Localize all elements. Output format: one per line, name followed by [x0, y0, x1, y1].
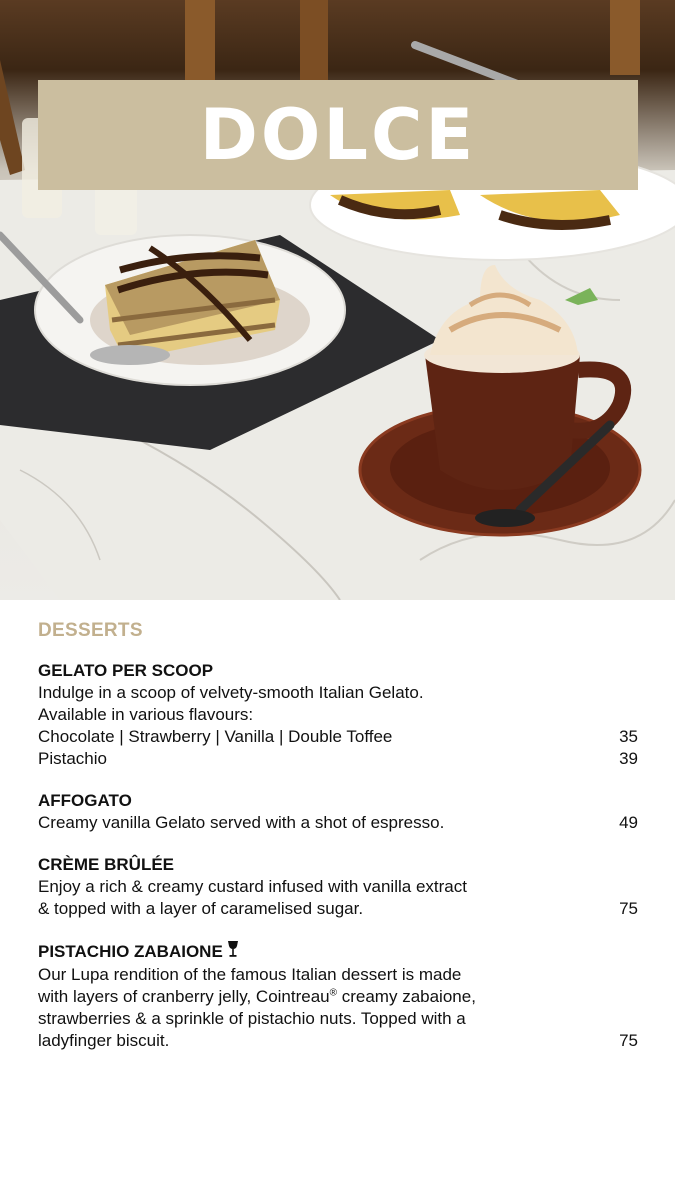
page-title: DOLCE — [199, 94, 477, 176]
item-name: CRÈME BRÛLÉE — [38, 855, 175, 874]
item-name-row — [38, 940, 638, 964]
item-price: 39 — [619, 749, 638, 768]
section-title: DESSERTS — [38, 620, 143, 641]
chair-leg — [185, 0, 215, 80]
menu-item-affogato — [38, 790, 638, 834]
chair-leg — [300, 0, 328, 80]
flavour-option: Pistachio — [38, 749, 107, 768]
price-row — [38, 748, 638, 770]
flavour-option: Chocolate | Strawberry | Vanilla | Double Toffee — [38, 727, 393, 746]
menu-item-creme-brulee — [38, 854, 638, 920]
item-price: 75 — [619, 1031, 638, 1050]
item-name: AFFOGATO — [38, 791, 132, 810]
dessert-menu — [38, 620, 638, 1072]
title-banner — [38, 80, 638, 190]
item-description: ladyfinger biscuit. — [38, 1031, 170, 1050]
chair-leg — [610, 0, 640, 75]
menu-item-pistachio-zabaione — [38, 940, 638, 1052]
registered-mark: ® — [329, 987, 338, 999]
item-name: GELATO PER SCOOP — [38, 661, 214, 680]
price-row — [38, 726, 638, 748]
item-description: Indulge in a scoop of velvety-smooth Italian Gelato. — [38, 683, 424, 702]
menu-item-gelato — [38, 660, 638, 770]
chair-back — [0, 60, 25, 175]
price-row — [38, 898, 638, 920]
item-description: creamy zabaione, — [337, 987, 476, 1006]
wine-glass-icon — [227, 940, 239, 964]
item-description: Enjoy a rich & creamy custard infused with vanilla extract — [38, 877, 467, 896]
item-description: Creamy vanilla Gelato served with a shot of espresso. — [38, 813, 445, 832]
item-description-line — [38, 986, 638, 1008]
item-description: strawberries & a sprinkle of pistachio nuts. Topped with a — [38, 1009, 466, 1028]
item-name: PISTACHIO ZABAIONE — [38, 942, 223, 961]
item-price: 75 — [619, 899, 638, 918]
price-row — [38, 812, 638, 834]
item-description: with layers of cranberry jelly, Cointreau — [38, 987, 330, 1006]
price-row — [38, 1030, 638, 1052]
item-price: 49 — [619, 813, 638, 832]
item-price: 35 — [619, 727, 638, 746]
item-description: Available in various flavours: — [38, 705, 254, 724]
item-description: Our Lupa rendition of the famous Italian dessert is made — [38, 965, 462, 984]
item-description: & topped with a layer of caramelised sugar. — [38, 899, 364, 918]
